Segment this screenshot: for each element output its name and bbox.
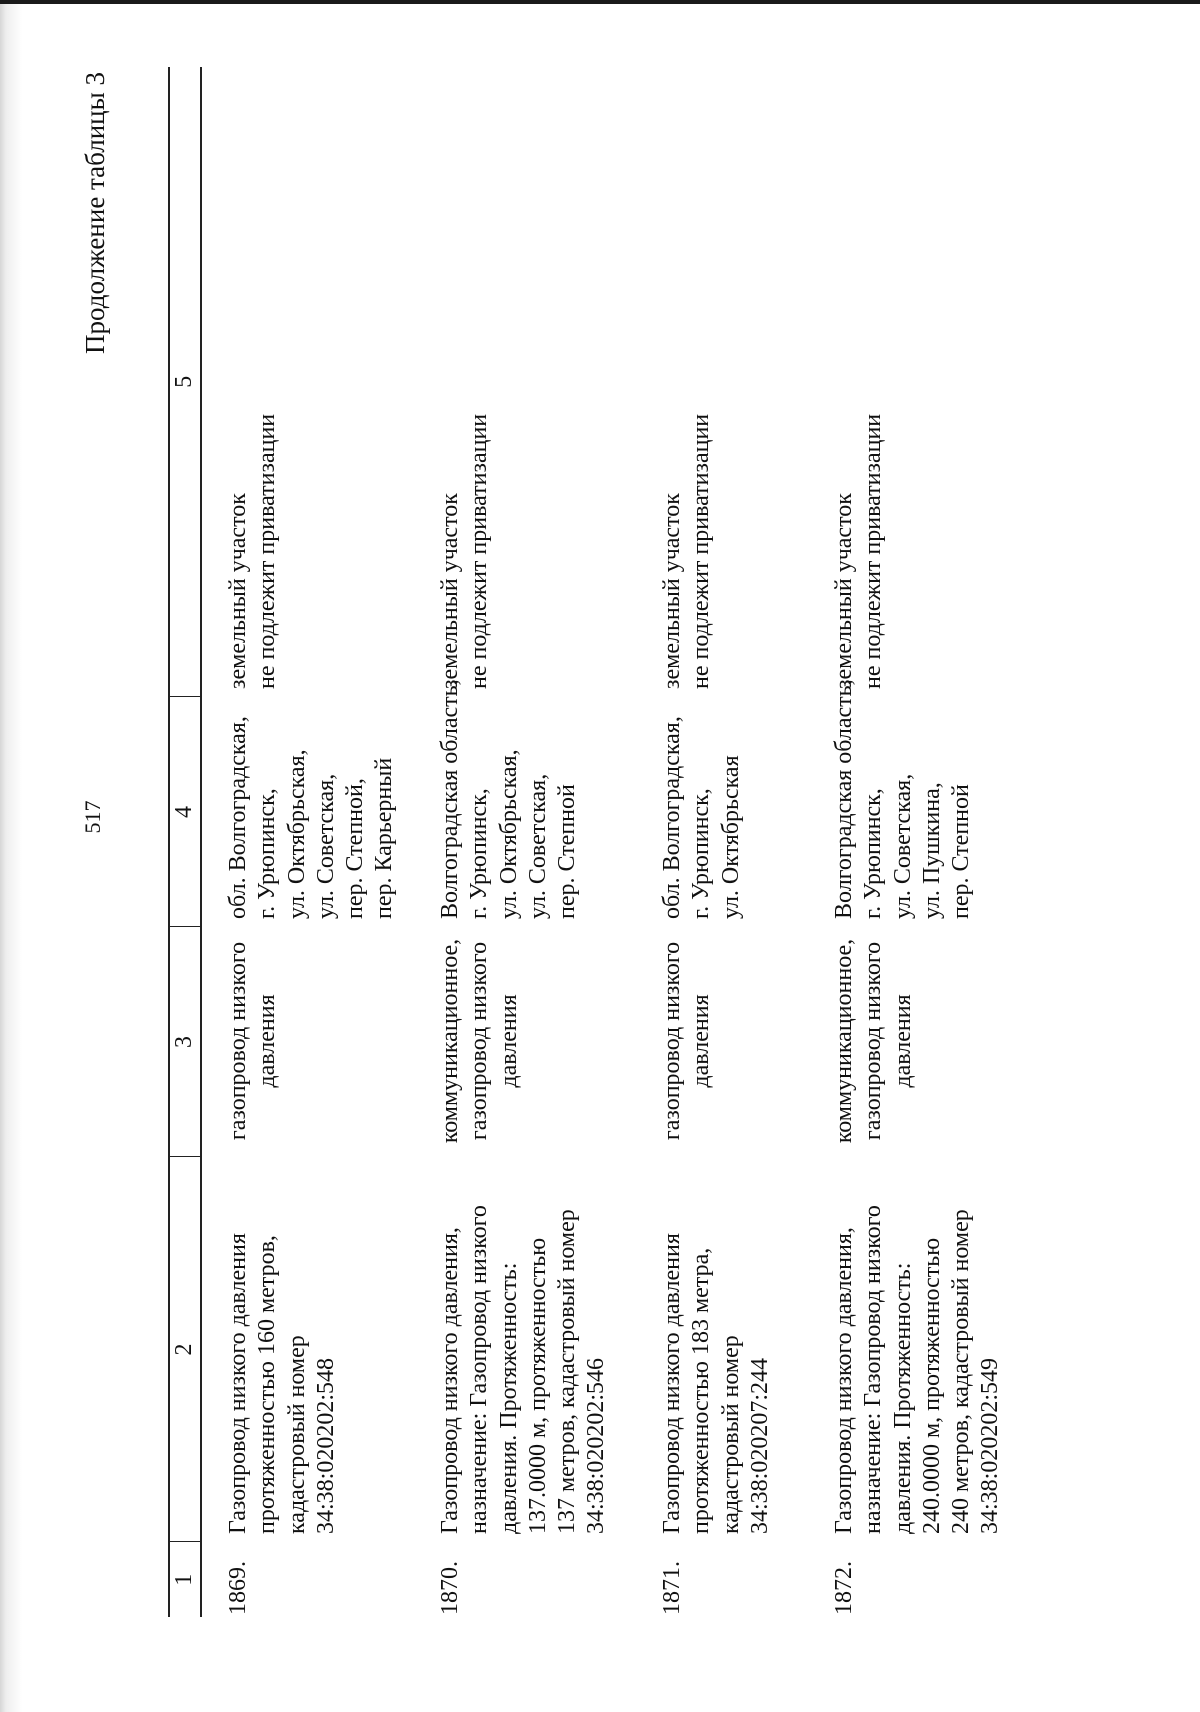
text-line: назначение: Газопровод низкого xyxy=(466,1205,493,1534)
text-line: обл. Волгоградская, xyxy=(225,716,251,919)
text-line: не подлежит приватизации xyxy=(860,413,887,689)
object-address xyxy=(808,679,1030,927)
text-line: ул. Октябрьская, xyxy=(495,749,522,919)
text-line: протяженностью 160 метров, xyxy=(254,1235,281,1534)
text-line: земельный участок xyxy=(225,493,251,689)
text-line: обл. Волгоградская, xyxy=(659,716,685,919)
object-purpose xyxy=(636,927,808,1157)
object-note xyxy=(636,67,808,697)
object-note xyxy=(201,67,414,697)
property-register-table xyxy=(168,67,1030,1617)
text-line: г. Урюпинск, xyxy=(860,788,887,919)
text-line: давления xyxy=(688,994,715,1088)
object-description xyxy=(636,1157,808,1542)
text-line: ул. Советская, xyxy=(524,773,551,919)
text-line: 137 метров, кадастровый номер xyxy=(554,1209,581,1534)
text-line: протяженностью 183 метра, xyxy=(688,1247,715,1534)
text-line: не подлежит приватизации xyxy=(254,413,281,689)
text-line: давления. Протяженность: xyxy=(495,1262,522,1534)
column-number-row xyxy=(169,67,201,1617)
table-body xyxy=(201,67,1030,1617)
object-address xyxy=(201,697,414,927)
table-header xyxy=(169,67,201,1617)
row-number: 1871. xyxy=(659,1561,685,1615)
text-line: Волгоградская область, xyxy=(437,679,463,919)
row-number: 1870. xyxy=(437,1561,463,1615)
text-line: 34:38:020202:549 xyxy=(977,1357,1004,1534)
text-line: ул. Октябрьская xyxy=(717,755,744,919)
text-line: давления xyxy=(495,994,522,1088)
object-description xyxy=(808,1157,1030,1542)
object-address xyxy=(636,697,808,927)
page-number: 517 xyxy=(80,800,105,834)
text-line: ул. Советская, xyxy=(312,773,339,919)
object-purpose xyxy=(201,927,414,1157)
object-note xyxy=(808,67,1030,697)
text-line: 137.0000 м, протяженностью xyxy=(524,1237,551,1534)
column-header-3: 3 xyxy=(169,927,201,1157)
table-continuation-label: Продолжение таблицы 3 xyxy=(80,72,110,354)
text-line: коммуникационное, xyxy=(437,938,463,1144)
object-address xyxy=(414,679,636,927)
text-line: 34:38:020202:546 xyxy=(583,1357,610,1534)
table-row xyxy=(636,67,808,1617)
column-header-5: 5 xyxy=(169,67,201,697)
text-line: давления xyxy=(254,994,281,1088)
row-number: 1869. xyxy=(225,1561,251,1615)
text-line: ул. Советская, xyxy=(889,773,916,919)
text-line: Газопровод низкого давления, xyxy=(437,1227,463,1534)
object-note xyxy=(414,67,636,697)
column-header-4: 4 xyxy=(169,697,201,927)
text-line: земельный участок xyxy=(437,493,463,689)
object-description xyxy=(201,1157,414,1542)
text-line: давления xyxy=(889,994,916,1088)
text-line: г. Урюпинск, xyxy=(688,788,715,919)
text-line: 34:38:020207:244 xyxy=(746,1357,773,1534)
table-row xyxy=(808,67,1030,1617)
text-line: газопровод низкого xyxy=(466,941,493,1141)
object-purpose xyxy=(808,927,1030,1157)
text-line: ул. Октябрьская, xyxy=(283,749,310,919)
table-row xyxy=(201,67,414,1617)
text-line: не подлежит приватизации xyxy=(688,413,715,689)
text-line: 34:38:020202:548 xyxy=(312,1357,339,1534)
text-line: 240.0000 м, протяженностью xyxy=(918,1237,945,1534)
text-line: Газопровод низкого давления xyxy=(659,1233,685,1534)
text-line: пер. Степной xyxy=(554,784,581,919)
text-line: кадастровый номер xyxy=(283,1335,310,1534)
text-line: земельный участок xyxy=(831,493,857,689)
text-line: газопровод низкого xyxy=(860,941,887,1141)
text-line: газопровод низкого xyxy=(659,941,685,1141)
text-line: земельный участок xyxy=(659,493,685,689)
text-line: г. Урюпинск, xyxy=(466,788,493,919)
text-line: Волгоградская область, xyxy=(831,679,857,919)
text-line: назначение: Газопровод низкого xyxy=(860,1205,887,1534)
text-line: не подлежит приватизации xyxy=(466,413,493,689)
object-description xyxy=(414,1157,636,1542)
text-line: ул. Пушкина, xyxy=(918,782,945,919)
text-line: г. Урюпинск, xyxy=(254,788,281,919)
text-line: 240 метров, кадастровый номер xyxy=(948,1209,975,1534)
text-line: пер. Карьерный xyxy=(371,757,398,919)
text-line: коммуникационное, xyxy=(831,938,857,1144)
column-header-1: 1 xyxy=(169,1542,201,1617)
text-line: пер. Степной xyxy=(948,784,975,919)
text-line: кадастровый номер xyxy=(717,1335,744,1534)
column-header-2: 2 xyxy=(169,1157,201,1542)
text-line: Газопровод низкого давления, xyxy=(831,1227,857,1534)
text-line: пер. Степной, xyxy=(342,778,369,919)
table-row xyxy=(414,67,636,1617)
row-number: 1872. xyxy=(831,1561,857,1615)
text-line: газопровод низкого xyxy=(225,941,251,1141)
text-line: давления. Протяженность: xyxy=(889,1262,916,1534)
text-line: Газопровод низкого давления xyxy=(225,1233,251,1534)
object-purpose xyxy=(414,927,636,1157)
